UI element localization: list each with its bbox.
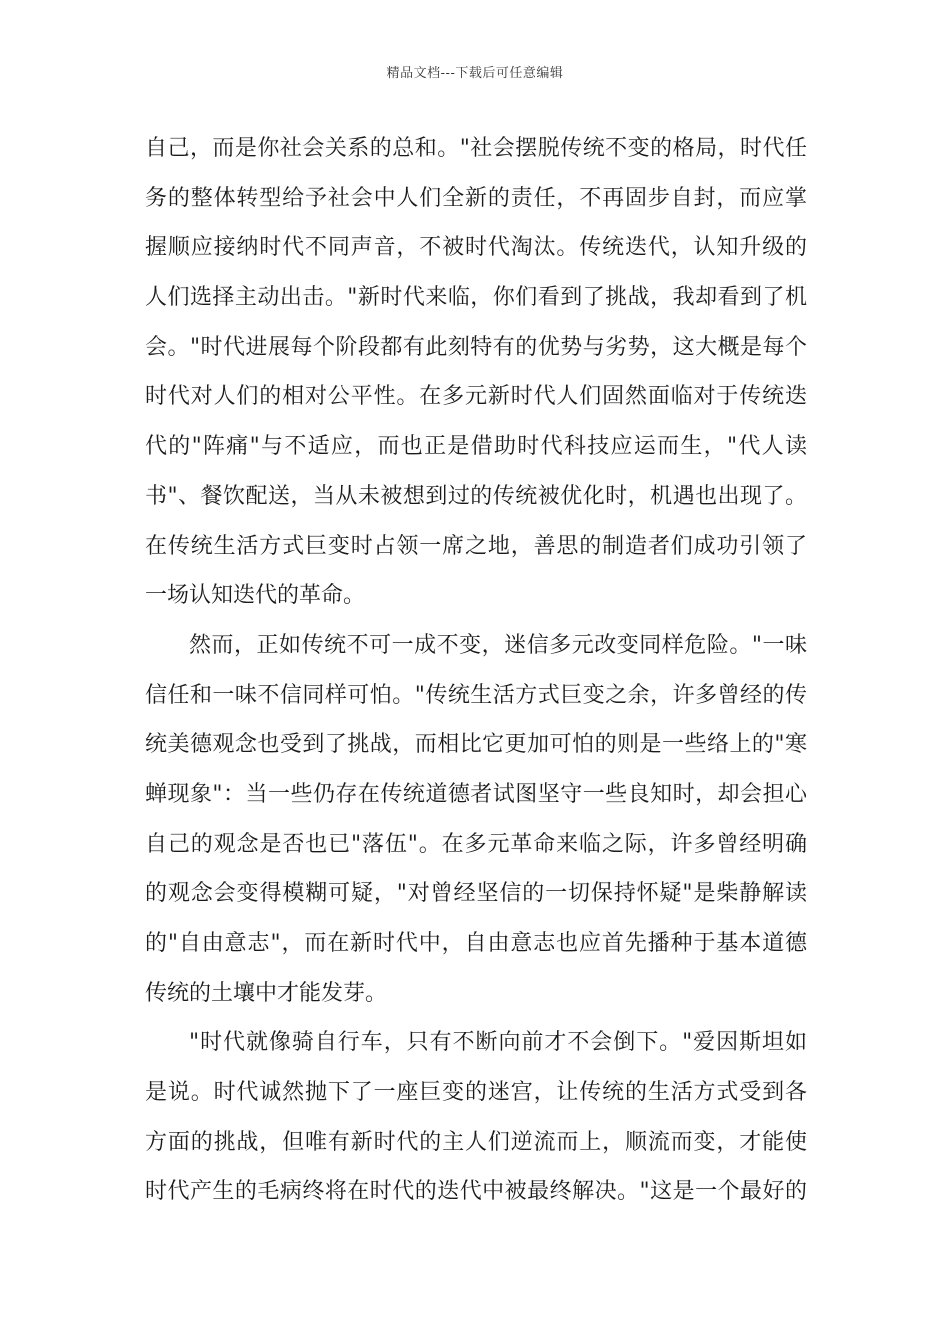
- text-line: 方面的挑战，但唯有新时代的主人们逆流而上，顺流而变，才能使: [145, 1129, 807, 1155]
- text-line: 一场认知迭代的革命。: [145, 583, 366, 609]
- text-line: 时代产生的毛病终将在时代的迭代中被最终解决。"这是一个最好的: [145, 1179, 807, 1205]
- text-line: 会。"时代进展每个阶段都有此刻特有的优势与劣势，这大概是每个: [145, 334, 807, 360]
- text-line: "时代就像骑自行车，只有不断向前才不会倒下。"爱因斯坦如: [189, 1030, 807, 1056]
- text-line: 代的"阵痛"与不适应，而也正是借助时代科技应运而生，"代人读: [145, 434, 807, 460]
- text-line: 书"、餐饮配送，当从未被想到过的传统被优化时，机遇也出现了。: [145, 483, 807, 509]
- text-line: 的观念会变得模糊可疑，"对曾经坚信的一切保持怀疑"是柴静解读: [145, 881, 807, 907]
- text-line: 是说。时代诚然抛下了一座巨变的迷宫，让传统的生活方式受到各: [145, 1080, 807, 1106]
- text-line: 在传统生活方式巨变时占领一席之地，善思的制造者们成功引领了: [145, 533, 807, 559]
- text-line: 信任和一味不信同样可怕。"传统生活方式巨变之余，许多曾经的传: [145, 682, 807, 708]
- text-line: 握顺应接纳时代不同声音，不被时代淘汰。传统迭代，认知升级的: [145, 235, 807, 261]
- text-line: 然而，正如传统不可一成不变，迷信多元改变同样危险。"一味: [189, 632, 807, 658]
- text-line: 蝉现象"：当一些仍存在传统道德者试图坚守一些良知时，却会担心: [145, 781, 807, 807]
- text-line: 传统的土壤中才能发芽。: [145, 980, 388, 1006]
- text-line: 人们选择主动出击。"新时代来临，你们看到了挑战，我却看到了机: [145, 285, 807, 311]
- text-line: 时代对人们的相对公平性。在多元新时代人们固然面临对于传统迭: [145, 384, 807, 410]
- text-line: 统美德观念也受到了挑战，而相比它更加可怕的则是一些络上的"寒: [145, 732, 807, 758]
- text-line: 自己的观念是否也已"落伍"。在多元革命来临之际，许多曾经明确: [145, 831, 807, 857]
- text-line: 自己，而是你社会关系的总和。"社会摆脱传统不变的格局，时代任: [145, 136, 807, 161]
- page-header: 精品文档---下载后可任意编辑: [386, 66, 564, 81]
- document-body: [145, 124, 807, 1217]
- text-line: 的"自由意志"，而在新时代中，自由意志也应首先播种于基本道德: [145, 931, 807, 956]
- text-line: 务的整体转型给予社会中人们全新的责任，不再固步自封，而应掌: [145, 185, 807, 211]
